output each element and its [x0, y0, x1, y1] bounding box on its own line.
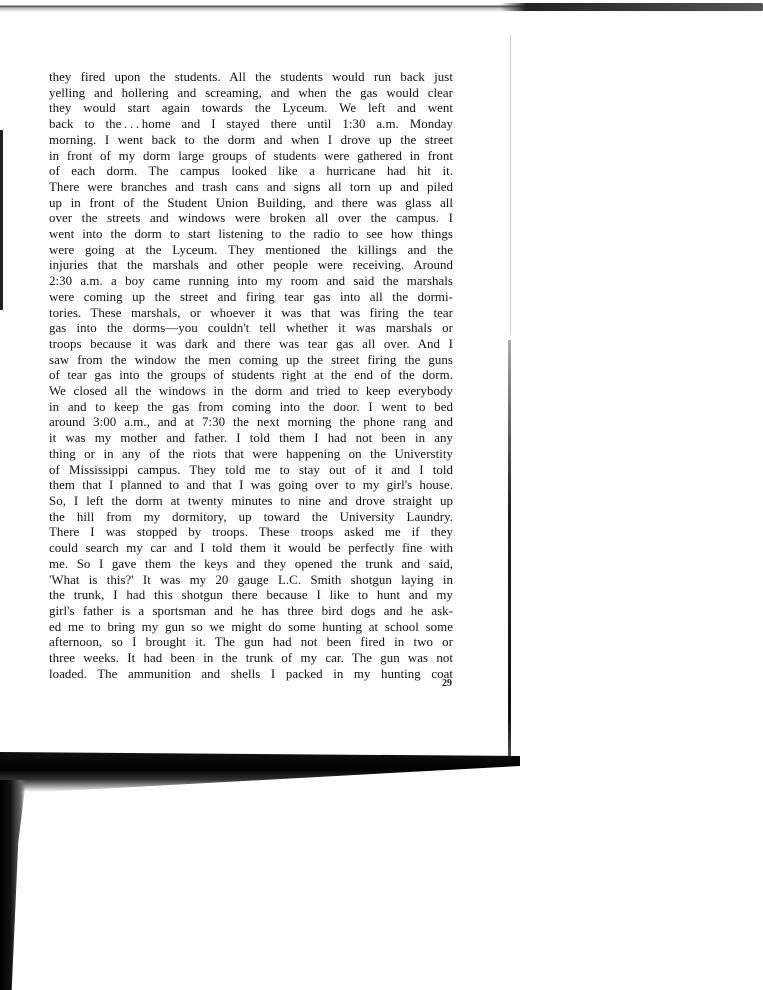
text-line: There were branches and trash cans and signs all torn up and piled — [49, 179, 453, 194]
text-line: of each dorm. The campus looked like a hurricane had hit it. — [49, 164, 453, 179]
text-line: We closed all the windows in the dorm and tried to keep everybody — [49, 384, 453, 399]
text-line: thing or in any of the riots that were happening on the Universtity — [49, 446, 453, 461]
scan-shadow-bottom — [0, 752, 520, 792]
text-line: There I was stopped by troops. These troops asked me if they — [49, 525, 453, 540]
text-line: ed me to bring my gun so we might do some hunting at school some — [49, 619, 453, 634]
text-line: back to the . . . home and I stayed there until 1:30 a.m. Monday — [49, 117, 453, 132]
text-line: saw from the window the men coming up the street firing the guns — [49, 352, 453, 367]
body-text — [49, 70, 453, 682]
text-line: of tear gas into the groups of students right at the end of the dorm. — [49, 368, 453, 383]
page-right-edge-thin — [510, 35, 511, 335]
scan-shadow-top-right — [500, 3, 763, 11]
text-line: in and to keep the gas from coming into the door. I went to bed — [49, 399, 453, 414]
text-line: yelling and hollering and screaming, and when the gas would clear — [49, 85, 453, 100]
text-line: afternoon, so I brought it. The gun had not been fired in two or — [49, 635, 453, 650]
text-line: the hill from my dormitory, up toward the University Laundry. — [49, 509, 453, 524]
text-line: loaded. The ammunition and shells I packed in my hunting coat — [49, 666, 453, 681]
text-line: 2:30 a.m. a boy came running into my room and said the marshals — [49, 274, 453, 289]
text-line: over the streets and windows were broken all over the campus. I — [49, 211, 453, 226]
text-line: troops because it was dark and there was tear gas all over. And I — [49, 336, 453, 351]
text-line: gas into the dorms—you couldn't tell whether it was marshals or — [49, 321, 453, 336]
page-left-edge — [0, 130, 3, 310]
text-line: 'What is this?' It was my 20 gauge L.C. Smith shotgun laying in — [49, 572, 453, 587]
text-line: went into the dorm to start listening to the radio to see how things — [49, 227, 453, 242]
text-line: were coming up the street and firing tear gas into all the dormi- — [49, 289, 453, 304]
text-line: morning. I went back to the dorm and when I drove up the street — [49, 132, 453, 147]
text-line: around 3:00 a.m., and at 7:30 the next morning the phone rang and — [49, 415, 453, 430]
scan-shadow-left-lower — [0, 780, 26, 990]
text-line: girl's father is a sportsman and he has three bird dogs and he ask- — [49, 603, 453, 618]
text-line: of Mississippi campus. They told me to stay out of it and I told — [49, 462, 453, 477]
text-line: tories. These marshals, or whoever it was that was firing the tear — [49, 305, 453, 320]
page-number: 29 — [442, 678, 452, 689]
text-line: up in front of the Student Union Building, and there was glass all — [49, 195, 453, 210]
text-line: me. So I gave them the keys and they opened the trunk and said, — [49, 556, 453, 571]
text-line: could search my car and I told them it would be perfectly fine with — [49, 541, 453, 556]
text-line: they would start again towards the Lyceum. We left and went — [49, 101, 453, 116]
text-line: were going at the Lyceum. They mentioned the killings and the — [49, 242, 453, 257]
text-line: three weeks. It had been in the trunk of my car. The gun was not — [49, 651, 453, 666]
text-line: them that I planned to and that I was going over to my girl's house. — [49, 478, 453, 493]
text-line: they fired upon the students. All the students would run back just — [49, 70, 453, 84]
text-line: in front of my dorm large groups of students were gathered in front — [49, 148, 453, 163]
text-line: it was my mother and father. I told them I had not been in any — [49, 431, 453, 446]
page-right-edge — [508, 340, 511, 760]
text-line: So, I left the dorm at twenty minutes to nine and drove straight up — [49, 493, 453, 508]
text-line: the trunk, I had this shotgun there because I like to hunt and my — [49, 588, 453, 603]
text-line: injuries that the marshals and other people were receiving. Around — [49, 258, 453, 273]
